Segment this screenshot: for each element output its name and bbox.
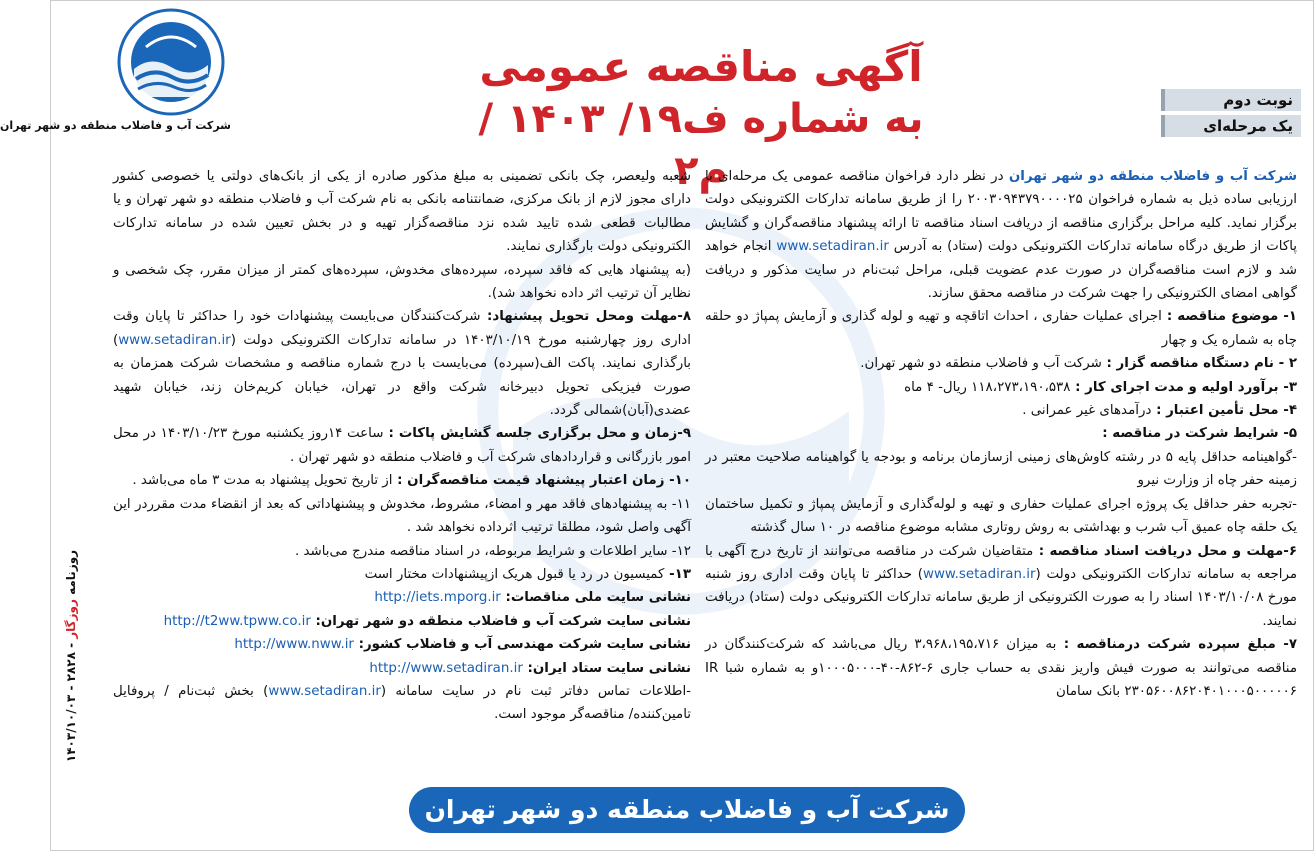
section-2: [705, 352, 1297, 375]
company-logo: [0, 7, 231, 157]
section-5-label: ۵- شرایط شرکت در مناقصه :: [1102, 426, 1297, 442]
section-4-text: درآمدهای غیر عمرانی .: [1022, 403, 1152, 419]
section-4-label: ۴- محل تأمین اعتبار :: [1151, 403, 1297, 419]
section-8-text-2: ) بارگذاری نمایند. پاکت الف(سپرده) می‌بایست با درج شماره مناقصه و مشخصات شرکت همزمان به صورت فیزیکی تحویل دبیرخانه شرکت واقع در تهران، خیابان کریم‌خان زند، خیابان شهید عضدی(آبان)شمالی گردد.: [113, 332, 691, 419]
section-1-label: ۱- موضوع مناقصه :: [1161, 309, 1297, 325]
left-column: [113, 165, 691, 727]
section-8-text: شرکت‌کنندگان می‌بایست پیشنهادات خود را حداکثر تا پایان وقت اداری روز چهارشنبه مورخ ۱۴۰۳/۱۰/۱۹ در سامانه تدارکات الکترونیکی دولت (: [113, 309, 691, 348]
section-13: [113, 563, 691, 586]
side-caption-text: [64, 536, 78, 776]
section-3-text: ۱۱۸،۲۷۳،۱۹۰،۵۳۸ ریال- ۴ ماه: [904, 379, 1071, 395]
section-5-b: -تجربه حفر حداقل یک پروژه اجرای عملیات حفاری و تهیه و لوله‌گذاری و آزمایش پمپاژ و تکمیل ساختمان یک حلقه چاه عمیق آب شرب و بهداشتی به روش روتاری مشابه موضوع مناقصه در ۱۰ سال گذشته: [705, 496, 1297, 536]
link-setad-site: [113, 657, 691, 680]
section-4: [705, 399, 1297, 422]
section-3: [705, 376, 1297, 399]
title-line-1: آگهی مناقصه عمومی: [479, 42, 923, 91]
right-column: [705, 165, 1297, 703]
section-5-a: -گواهینامه حداقل پایه ۵ در رشته کاوش‌های زمینی ازسازمان برنامه و بودجه یا گواهینامه صلاحیت معتبر در زمینه حفر چاه از وزارت نیرو: [705, 449, 1297, 489]
section-8: [113, 305, 691, 422]
section-7-text: به میزان ۳،۹۶۸،۱۹۵،۷۱۶ ریال می‌باشد که شرکت‌کنندگان در مناقصه می‌توانند به صورت فیش واریز نقدی به حساب جاری ۶-۸۶۲-۴۰-۱۰۰۰۵۰۰۰و به شماره شبا IR ۲۳۰۵۶۰۰۸۶۲۰۴۰۱۰۰۰۵۰۰۰۰۰۶ بانک سامان: [705, 637, 1297, 699]
section-9: [113, 422, 691, 469]
intro-paragraph: [705, 165, 1297, 305]
section-1: [705, 305, 1297, 352]
contact-info: [113, 680, 691, 727]
section-7: [705, 633, 1297, 703]
section-6-url-link[interactable]: www.setadiran.ir: [923, 566, 1036, 582]
section-9-label: ۹-زمان و محل برگزاری جلسه گشایش پاکات :: [383, 426, 691, 442]
title-line-2: به شماره ف۱۹/ ۱۴۰۳ / م۲: [478, 96, 924, 194]
footer-banner: شرکت آب و فاضلاب منطقه دو شهر تهران: [409, 787, 965, 833]
section-13-text: کمیسیون در رد یا قبول هریک ازپیشنهادات مختار است: [364, 566, 665, 582]
tag-round: نوبت دوم: [1161, 89, 1301, 111]
link-company-site: [113, 610, 691, 633]
section-10-label: ۱۰- زمان اعتبار پیشنهاد قیمت مناقصه‌گران :: [392, 473, 691, 489]
section-13-label: ۱۳-: [664, 566, 691, 582]
section-6: [705, 540, 1297, 634]
section-11: ۱۱- به پیشنهادهای فاقد مهر و امضاء، مشروط، مخدوش و پیشنهاداتی که بعد از انقضاء مدت مقرردر این آگهی واصل شود، مطلقا ترتیب اثرداده نخواهد شد .: [113, 496, 691, 536]
section-2-text: شرکت آب و فاضلاب منطقه دو شهر تهران.: [860, 356, 1102, 372]
link-label: نشانی سایت ستاد ایران:: [522, 660, 691, 676]
paper-issue: - ۲۸۲۸ - ۱۴۰۳/۱۰/۰۳: [64, 638, 78, 763]
water-wave-logo-icon: [116, 7, 226, 117]
deposit-paragraph: شعبه ولیعصر، چک بانکی تضمینی به مبلغ مذکور صادره از یکی از بانک‌های دولتی یا خصوصی کشور دارای مجوز لازم از بانک مرکزی، ضمانتنامه بانکی به نام شرکت آب و فاضلاب منطقه دو شهر تهران و یا مطالبات قطعی شده تایید شده نزد مناقصه‌گزار تهیه و در بخش تعیین شده در سامانه تدارکات الکترونیکی دولت بارگذاری نمایند.: [113, 169, 691, 255]
link-label: نشانی سایت ملی مناقصات:: [500, 590, 691, 606]
section-6-label: ۶-مهلت و محل دریافت اسناد مناقصه :: [1033, 543, 1297, 559]
link-url[interactable]: http://t2ww.tpww.co.ir: [163, 613, 311, 629]
link-url[interactable]: http://www.nww.ir: [234, 637, 354, 653]
intro-url-link[interactable]: www.setadiran.ir: [776, 239, 889, 255]
contact-url-link[interactable]: www.setadiran.ir: [268, 683, 381, 699]
link-url[interactable]: http://iets.mporg.ir: [374, 590, 501, 606]
newspaper-side-caption: [59, 541, 83, 781]
intro-text: در نظر دارد فراخوان مناقصه عمومی یک مرحله‌ای با ارزیابی ساده ذیل به شماره فراخوان ۲۰۰۳۰۹۴۳۷۹۰۰۰۰۲۵ را از طریق سامانه تدارکات الکترونیکی دولت برگزار نماید. کلیه مراحل برگزاری مناقصه از دریافت اسناد مناقصه تا ارائه پیشنهاد مناقصه‌گران و گشایش پاکات از طریق درگاه سامانه تدارکات الکترونیکی دولت (ستاد) به آدرس: [705, 169, 1297, 255]
section-5: [705, 422, 1297, 445]
link-label: نشانی سایت شرکت آب و فاضلاب منطقه دو شهر تهران:: [310, 613, 691, 629]
intro-text-2: انجام خواهد شد و لازم است مناقصه‌گران در صورت عدم عضویت قبلی، مراحل ثبت‌نام در سایت مذکور و دریافت گواهی امضای الکترونیکی را جهت شرکت در مناقصه محقق سازند.: [705, 239, 1297, 302]
logo-caption: شرکت آب و فاضلاب منطقه دو شهر تهران: [0, 119, 231, 132]
paper-prefix: روزنامه: [64, 549, 78, 600]
contact-text: -اطلاعات تماس دفاتر ثبت نام در سایت سامانه (: [380, 683, 691, 699]
paper-name: روزگار: [64, 599, 78, 639]
section-10-text: از تاریخ تحویل پیشنهاد به مدت ۳ ماه می‌باشد .: [132, 473, 393, 489]
link-national-tenders: [113, 586, 691, 609]
section-12: ۱۲- سایر اطلاعات و شرایط مربوطه، در اسناد مناقصه مندرج می‌باشد .: [294, 543, 691, 559]
link-national-water-site: [113, 633, 691, 656]
notice-tags: [1161, 89, 1301, 141]
section-8-label: ۸-مهلت ومحل تحویل پیشنهاد:: [480, 309, 691, 325]
section-6-text: متقاضیان شرکت در مناقصه می‌توانند از تاریخ درج آگهی با مراجعه به سامانه تدارکات الکترونیکی دولت (: [705, 543, 1298, 582]
link-url[interactable]: http://www.setadiran.ir: [369, 660, 523, 676]
intro-company: شرکت آب و فاضلاب منطقه دو شهر تهران: [1008, 169, 1297, 184]
section-6-text-2: ) حداکثر تا پایان وقت اداری روز شنبه مورخ ۱۴۰۳/۱۰/۰۸ اسناد را به صورت الکترونیکی از طریق سامانه تدارکات الکترونیکی دولت (ستاد) دریافت نمایند.: [705, 566, 1297, 629]
section-2-label: ۲ - نام دستگاه مناقصه گزار :: [1101, 356, 1297, 372]
section-1-text: اجرای عملیات حفاری ، احداث اتاقچه و تهیه و لوله گذاری و آزمایش پمپاژ دو حلقه چاه به شماره یک و چهار: [705, 309, 1297, 348]
section-9-text: ساعت ۱۴روز یکشنبه مورخ ۱۴۰۳/۱۰/۲۳ در محل امور بازرگانی و قراردادهای شرکت آب و فاضلاب منطقه دو شهر تهران .: [113, 426, 691, 465]
link-label: نشانی سایت شرکت مهندسی آب و فاضلاب کشور:: [353, 637, 691, 653]
section-10: [113, 469, 691, 492]
section-7-label: ۷- مبلغ سپرده شرکت درمناقصه :: [1056, 637, 1297, 653]
section-3-label: ۳- برآورد اولیه و مدت اجرای کار :: [1070, 379, 1297, 395]
contact-text-2: ) بخش ثبت‌نام / پروفایل تامین‌کننده/ مناقصه‌گر موجود است.: [113, 683, 691, 723]
tag-stage: یک مرحله‌ای: [1161, 115, 1301, 137]
section-8-url-link[interactable]: www.setadiran.ir: [118, 332, 231, 348]
deposit-note: (به پیشنهاد هایی که فاقد سپرده، سپرده‌های مخدوش، سپرده‌های کمتر از میزان مقرر، چک شخصی و نظایر آن ترتیب اثر داده نخواهد شد).: [113, 262, 691, 302]
